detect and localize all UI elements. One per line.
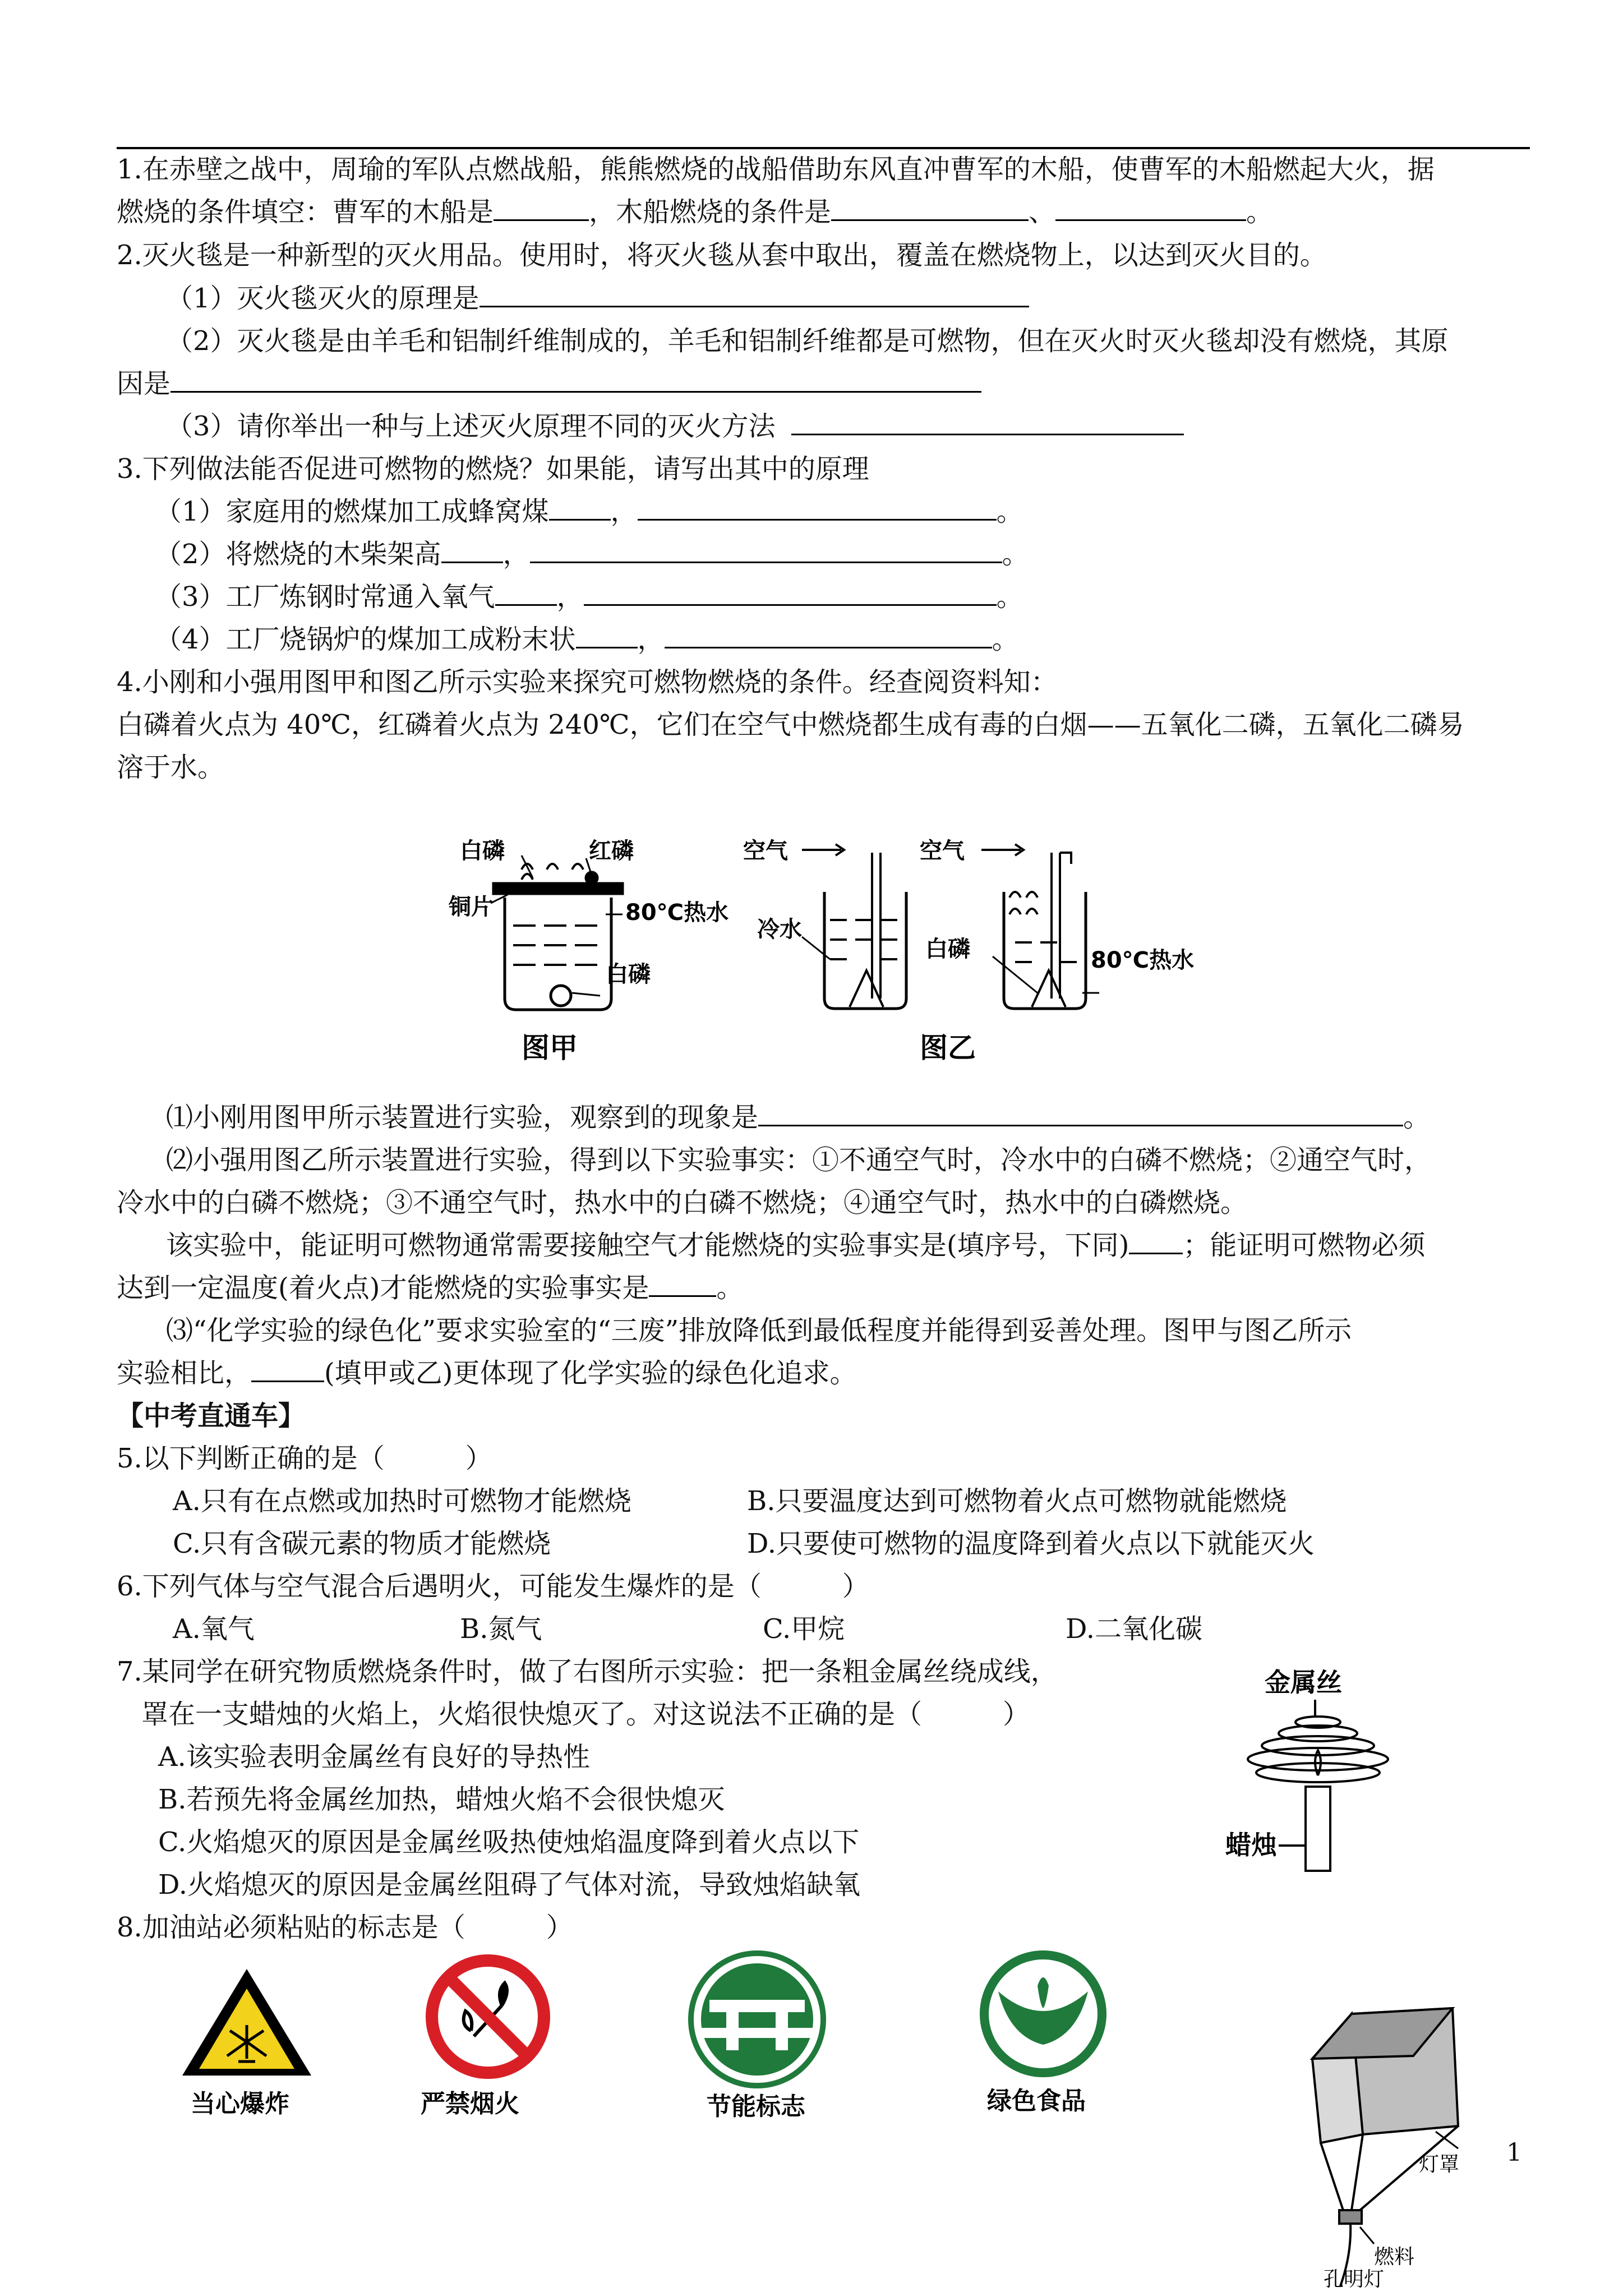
section-title: 【中考直通车】 bbox=[117, 1400, 306, 1432]
q3-item-2: （2）将燃烧的木柴架高 ， 。 bbox=[155, 539, 1029, 570]
q4-blank-4[interactable] bbox=[251, 1358, 324, 1382]
q4-p2-line3: 该实验中，能证明可燃物通常需要接触空气才能燃烧的实验事实是(填序号，下同) ；能证明可燃物必须 bbox=[166, 1230, 1426, 1261]
q3-blank-4b[interactable] bbox=[665, 624, 992, 648]
candle-label: 蜡烛 bbox=[1225, 1830, 1277, 1860]
jia-caption: 图甲 bbox=[522, 1032, 578, 1064]
q6-option-d[interactable]: D.二氧化碳 bbox=[1066, 1613, 1203, 1645]
lantern-label-name: 孔明灯 bbox=[1324, 2268, 1385, 2289]
q2-blank-1[interactable] bbox=[479, 283, 1029, 307]
q8-stem: 8.加油站必须粘贴的标志是（ ） bbox=[117, 1912, 573, 1943]
q2-blank-2[interactable] bbox=[170, 369, 981, 393]
q1-line2: 燃烧的条件填空：曹军的木船是 ，木船燃烧的条件是 、 。 bbox=[117, 196, 1274, 228]
q3-item-4: （4）工厂烧锅炉的煤加工成粉末状 ， 。 bbox=[155, 624, 1019, 655]
yi-label-cold-water: 冷水 bbox=[757, 917, 802, 942]
q3-stem: 3.下列做法能否促进可燃物的燃烧？如果能，请写出其中的原理 bbox=[117, 453, 869, 485]
yi-label-hot-water: 80℃热水 bbox=[1091, 947, 1195, 973]
yi-label-air-1: 空气 bbox=[743, 838, 788, 864]
q7-option-c[interactable]: C.火焰熄灭的原因是金属丝吸热使烛焰温度降到着火点以下 bbox=[158, 1826, 860, 1858]
q5-stem: 5.以下判断正确的是（ ） bbox=[117, 1443, 492, 1474]
q7-stem-2: 罩在一支蜡烛的火焰上，火焰很快熄灭了。对这说法不正确的是（ ） bbox=[141, 1699, 1030, 1730]
q1-blank-2[interactable] bbox=[831, 197, 1029, 221]
q4-blank-1[interactable] bbox=[758, 1102, 1403, 1126]
q4-info-1: 白磷着火点为 40℃，红磷着火点为 240℃，它们在空气中燃烧都生成有毒的白烟——五氧化二磷，五氧化二磷易 bbox=[117, 709, 1464, 740]
q4-p3-line1: ⑶“化学实验的绿色化”要求实验室的“三废”排放降低到最低程度并能得到妥善处理。图甲与图乙所示 bbox=[166, 1315, 1352, 1346]
q3-blank-3a[interactable] bbox=[495, 582, 557, 606]
sign-label-green-food: 绿色食品 bbox=[987, 2087, 1086, 2115]
q5-option-a[interactable]: A.只有在点燃或加热时可燃物才能燃烧 bbox=[173, 1485, 631, 1517]
sign-label-energy-saving: 节能标志 bbox=[707, 2092, 805, 2121]
q7-option-d[interactable]: D.火焰熄灭的原因是金属丝阻碍了气体对流，导致烛焰缺氧 bbox=[158, 1869, 861, 1901]
sign-green-food[interactable] bbox=[965, 1947, 1122, 2120]
q3-item-1: （1）家庭用的燃煤加工成蜂窝煤 ， 。 bbox=[155, 496, 1023, 527]
q7-option-a[interactable]: A.该实验表明金属丝有良好的导热性 bbox=[158, 1741, 590, 1773]
yi-label-air-2: 空气 bbox=[920, 838, 965, 864]
q3-item-3: （3）工厂炼钢时常通入氧气 ， 。 bbox=[155, 581, 1023, 613]
q4-blank-3[interactable] bbox=[649, 1273, 716, 1297]
jia-label-hot-water: 80℃热水 bbox=[625, 900, 729, 926]
q2-sub2: （2）灭火毯是由羊毛和铝制纤维制成的，羊毛和铝制纤维都是可燃物，但在灭火时灭火毯却没有燃烧，其原 bbox=[166, 325, 1449, 357]
yi-label-white-p: 白磷 bbox=[925, 936, 970, 962]
q6-option-a[interactable]: A.氧气 bbox=[173, 1613, 255, 1645]
q5-option-d[interactable]: D.只要使可燃物的温度降到着火点以下就能灭火 bbox=[747, 1528, 1315, 1559]
jia-label-white-p-2: 白磷 bbox=[606, 961, 651, 987]
q4-info-2: 溶于水。 bbox=[117, 752, 225, 783]
q3-blank-1b[interactable] bbox=[638, 496, 997, 521]
yi-caption: 图乙 bbox=[920, 1032, 976, 1064]
q4-p1: ⑴小刚用图甲所示装置进行实验，观察到的现象是 。 bbox=[166, 1102, 1431, 1133]
sign-label-no-fire: 严禁烟火 bbox=[421, 2090, 519, 2118]
q3-blank-2a[interactable] bbox=[441, 539, 503, 563]
q3-blank-3b[interactable] bbox=[584, 582, 997, 606]
q6-option-b[interactable]: B.氮气 bbox=[460, 1613, 542, 1645]
q4-blank-2[interactable] bbox=[1129, 1230, 1183, 1254]
q1-blank-3[interactable] bbox=[1055, 197, 1246, 221]
figure-jia-yi bbox=[437, 830, 1200, 1071]
sign-label-explosion: 当心爆炸 bbox=[191, 2090, 289, 2118]
figure-yi bbox=[802, 844, 1099, 1009]
q4-p2-line2: 冷水中的白磷不燃烧；③不通空气时，热水中的白磷不燃烧；④通空气时，热水中的白磷燃烧。 bbox=[117, 1187, 1248, 1218]
q2-sub3: （3）请你举出一种与上述灭火原理不同的灭火方法 bbox=[166, 409, 1184, 443]
q6-stem: 6.下列气体与空气混合后遇明火，可能发生爆炸的是（ ） bbox=[117, 1571, 869, 1602]
q4-stem: 4.小刚和小强用图甲和图乙所示实验来探究可燃物燃烧的条件。经查阅资料知： bbox=[117, 666, 1058, 698]
q4-p3-line2: 实验相比， (填甲或乙)更体现了化学实验的绿色化追求。 bbox=[117, 1358, 857, 1389]
sign-no-fire[interactable] bbox=[409, 1952, 566, 2120]
figure-jia bbox=[491, 855, 623, 1010]
q3-blank-1a[interactable] bbox=[549, 496, 611, 521]
q7-option-b[interactable]: B.若预先将金属丝加热，蜡烛火焰不会很快熄灭 bbox=[158, 1784, 725, 1815]
q6-option-c[interactable]: C.甲烷 bbox=[763, 1613, 845, 1645]
q2-stem: 2.灭火毯是一种新型的灭火用品。使用时，将灭火毯从套中取出，覆盖在燃烧物上，以达到灭火目的。 bbox=[117, 240, 1327, 271]
lantern-label-shade: 灯罩 bbox=[1419, 2153, 1460, 2176]
wire-label: 金属丝 bbox=[1265, 1667, 1342, 1697]
q4-p2-line1: ⑵小强用图乙所示装置进行实验，得到以下实验事实：①不通空气时，冷水中的白磷不燃烧；②通空气时， bbox=[166, 1144, 1432, 1176]
q3-blank-4a[interactable] bbox=[576, 624, 638, 648]
q4-p2-line4: 达到一定温度(着火点)才能燃烧的实验事实是 。 bbox=[117, 1272, 744, 1304]
figure-kongming-lantern bbox=[1290, 1997, 1525, 2289]
page-number: 1 bbox=[1506, 2138, 1522, 2167]
sign-energy-saving[interactable] bbox=[679, 1947, 836, 2126]
sign-explosion[interactable] bbox=[168, 1963, 325, 2126]
q7-stem-1: 7.某同学在研究物质燃烧条件时，做了右图所示实验：把一条粗金属丝绕成线， bbox=[117, 1656, 1058, 1687]
q2-sub2-cont: 因是 bbox=[117, 367, 981, 401]
q2-blank-3[interactable] bbox=[791, 411, 1184, 435]
q2-sub1: （1）灭火毯灭火的原理是 bbox=[166, 282, 1029, 315]
jia-label-white-p: 白磷 bbox=[460, 838, 505, 864]
top-rule bbox=[117, 147, 1530, 149]
q1-blank-1[interactable] bbox=[494, 197, 589, 221]
q1-line1: 1.在赤壁之战中，周瑜的军队点燃战船，熊熊燃烧的战船借助东风直冲曹军的木船，使曹军的木船燃起大火，据 bbox=[117, 154, 1435, 185]
jia-label-red-p: 红磷 bbox=[589, 838, 634, 864]
q5-option-b[interactable]: B.只要温度达到可燃物着火点可燃物就能燃烧 bbox=[747, 1485, 1287, 1517]
q3-blank-2b[interactable] bbox=[530, 539, 1002, 563]
q5-option-c[interactable]: C.只有含碳元素的物质才能燃烧 bbox=[173, 1528, 551, 1559]
figure-wire-candle bbox=[1223, 1660, 1424, 1885]
lantern-label-fuel: 燃料 bbox=[1374, 2246, 1415, 2269]
jia-label-copper: 铜片 bbox=[449, 894, 494, 920]
